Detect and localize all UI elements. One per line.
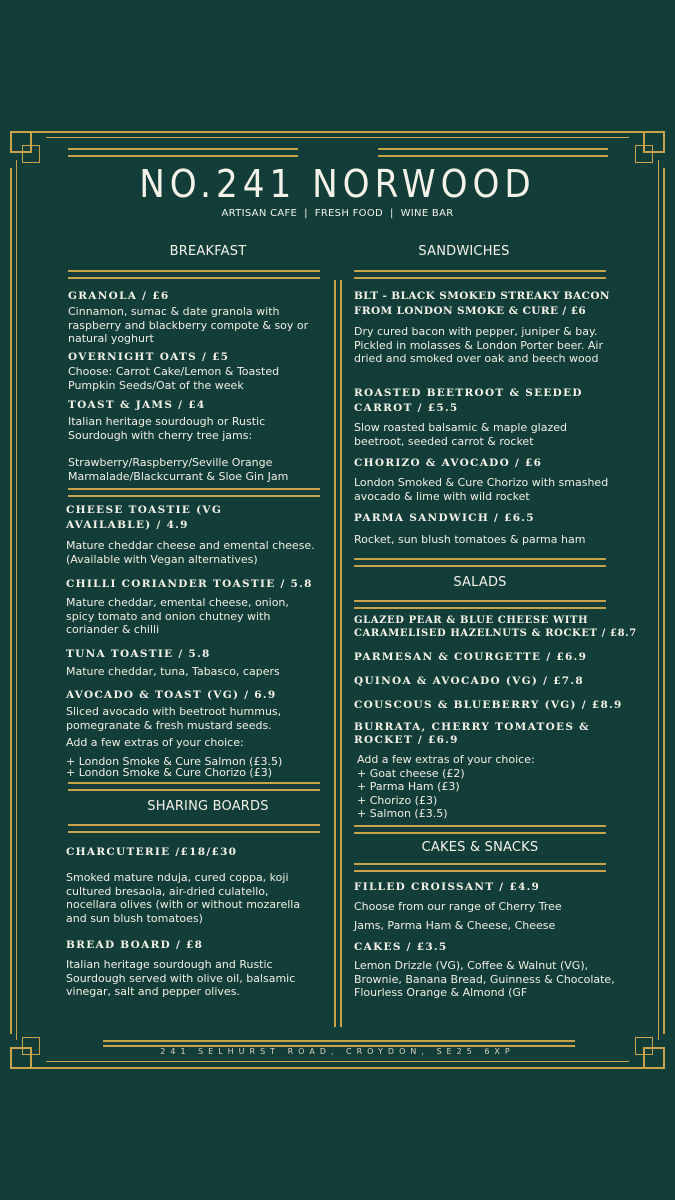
sharing-rule-bottom	[68, 824, 320, 833]
item-charcuterie-name: CHARCUTERIE /£18/£30	[66, 846, 238, 858]
item-avocado-extra-chorizo: + London Smoke & Cure Chorizo (£3)	[66, 766, 273, 779]
frame-right-outer	[663, 168, 665, 1034]
item-beetroot-name: ROASTED BEETROOT & SEEDED CARROT / £5.5	[354, 387, 583, 414]
footer-rule	[103, 1040, 575, 1047]
item-blt-desc: Dry cured bacon with pepper, juniper & bay. Pickled in molasses & London Porter beer. Air dried and smoked over oak and beech wood	[354, 325, 604, 365]
item-charcuterie-desc: Smoked mature nduja, cured coppa, koji cultured bresaola, air-dried culatello, nocellara olives (with or without mozarella and sun blush tomatoes)	[66, 871, 301, 925]
footer-address: 241 SELHURST ROAD, CROYDON, SE25 6XP	[160, 1047, 515, 1056]
item-salad-extra-chorizo: + Chorizo (£3)	[357, 794, 438, 807]
frame-top-outer	[32, 131, 643, 133]
item-bread-board-name: BREAD BOARD / £8	[66, 939, 204, 951]
item-avocado-extra-salmon: + London Smoke & Cure Salmon (£3.5)	[66, 755, 283, 768]
corner-ornament-tl-inner	[22, 145, 40, 163]
frame-left-inner	[16, 160, 17, 1040]
item-cakes-name: CAKES / £3.5	[354, 941, 448, 953]
item-chilli-toastie-name: CHILLI CORIANDER TOASTIE / 5.8	[66, 578, 313, 590]
frame-top-inner	[46, 137, 629, 138]
frame-left-outer	[10, 168, 12, 1034]
restaurant-subtitle: ARTISAN CAFE | FRESH FOOD | WINE BAR	[221, 208, 454, 219]
sharing-rule-top	[68, 782, 320, 791]
item-croissant-name: FILLED CROISSANT / £4.9	[354, 881, 541, 893]
corner-ornament-tr-inner	[635, 145, 653, 163]
item-avocado-extras-title: Add a few extras of your choice:	[66, 736, 244, 749]
item-burrata-salad-name: BURRATA, CHERRY TOMATOES & ROCKET / £6.9	[354, 721, 590, 746]
item-avocado-toast-desc: Sliced avocado with beetroot hummus, pomegranate & fresh mustard seeds.	[66, 705, 282, 732]
item-chorizo-avocado-desc: London Smoked & Cure Chorizo with smashed avocado & lime with wild rocket	[354, 476, 609, 503]
item-cheese-toastie-name: CHEESE TOASTIE (VG AVAILABLE) / 4.9	[66, 504, 223, 531]
item-salad-extra-goat: + Goat cheese (£2)	[357, 767, 465, 780]
item-toast-name: TOAST & JAMS / £4	[68, 399, 206, 411]
breakfast-rule	[68, 270, 320, 279]
section-breakfast: BREAKFAST	[169, 244, 247, 259]
item-beetroot-desc: Slow roasted balsamic & maple glazed beetroot, seeded carrot & rocket	[354, 421, 568, 448]
title-rule-right	[378, 148, 608, 157]
item-avocado-toast-name: AVOCADO & TOAST (VG) / 6.9	[66, 689, 277, 701]
section-cakes-snacks: CAKES & SNACKS	[421, 840, 539, 855]
item-tuna-toastie-name: TUNA TOASTIE / 5.8	[66, 648, 211, 660]
item-parmesan-salad-name: PARMESAN & COURGETTE / £6.9	[354, 651, 588, 663]
item-oats-desc: Choose: Carrot Cake/Lemon & Toasted Pumpkin Seeds/Oat of the week	[68, 365, 280, 392]
salads-rule-top	[354, 558, 606, 567]
section-sandwiches: SANDWICHES	[418, 244, 510, 259]
breakfast-divider	[68, 488, 320, 497]
title-rule-left	[68, 148, 298, 157]
item-granola-name: GRANOLA / £6	[68, 290, 170, 302]
frame-bottom-outer	[32, 1067, 643, 1069]
item-tuna-toastie-desc: Mature cheddar, tuna, Tabasco, capers	[66, 665, 280, 678]
frame-bottom-inner	[46, 1061, 629, 1062]
item-bread-board-desc: Italian heritage sourdough and Rustic Sourdough served with olive oil, balsamic vinegar, salt and pepper olives.	[66, 958, 296, 998]
column-divider	[334, 280, 342, 1027]
item-parma-sandwich-name: PARMA SANDWICH / £6.5	[354, 512, 535, 524]
item-toast-jams: Strawberry/Raspberry/Seville Orange Marmalade/Blackcurrant & Sloe Gin Jam	[68, 456, 289, 483]
item-salad-extra-salmon: + Salmon (£3.5)	[357, 807, 448, 820]
item-chilli-toastie-desc: Mature cheddar, emental cheese, onion, spicy tomato and onion chutney with coriander & chilli	[66, 596, 289, 636]
restaurant-title: NO.241 NORWOOD	[139, 162, 536, 206]
item-toast-desc: Italian heritage sourdough or Rustic Sourdough with cherry tree jams:	[68, 415, 266, 442]
item-croissant-desc-2: Jams, Parma Ham & Cheese, Cheese	[354, 919, 556, 932]
salads-rule-bottom	[354, 600, 606, 609]
section-salads: SALADS	[453, 575, 507, 590]
item-salad-extra-parma: + Parma Ham (£3)	[357, 780, 460, 793]
item-oats-name: OVERNIGHT OATS / £5	[68, 351, 230, 363]
cakes-rule-bottom	[354, 863, 606, 872]
item-croissant-desc: Choose from our range of Cherry Tree	[354, 900, 562, 913]
item-cakes-desc: Lemon Drizzle (VG), Coffee & Walnut (VG), Brownie, Banana Bread, Guinness & Chocolate, Flourless Orange & Almond (GF	[354, 959, 615, 999]
item-quinoa-salad-name: QUINOA & AVOCADO (VG) / £7.8	[354, 675, 584, 687]
sandwiches-rule	[354, 270, 606, 279]
frame-right-inner	[658, 160, 659, 1040]
section-sharing-boards: SHARING BOARDS	[147, 799, 269, 814]
item-blt-name: BLT - BLACK SMOKED STREAKY BACON FROM LONDON SMOKE & CURE / £6	[354, 290, 610, 317]
item-parma-sandwich-desc: Rocket, sun blush tomatoes & parma ham	[354, 533, 586, 546]
item-cheese-toastie-desc: Mature cheddar cheese and emental cheese. (Available with Vegan alternatives)	[66, 539, 315, 566]
cakes-rule-top	[354, 825, 606, 834]
item-couscous-salad-name: COUSCOUS & BLUEBERRY (VG) / £8.9	[354, 699, 623, 711]
item-granola-desc: Cinnamon, sumac & date granola with raspberry and blackberry compote & soy or natural yoghurt	[68, 305, 309, 345]
item-salad-extras-title: Add a few extras of your choice:	[357, 753, 535, 766]
item-chorizo-avocado-name: CHORIZO & AVOCADO / £6	[354, 457, 543, 469]
item-pear-salad-name: GLAZED PEAR & BLUE CHEESE WITH CARAMELISED HAZELNUTS & ROCKET / £8.7	[354, 615, 637, 639]
